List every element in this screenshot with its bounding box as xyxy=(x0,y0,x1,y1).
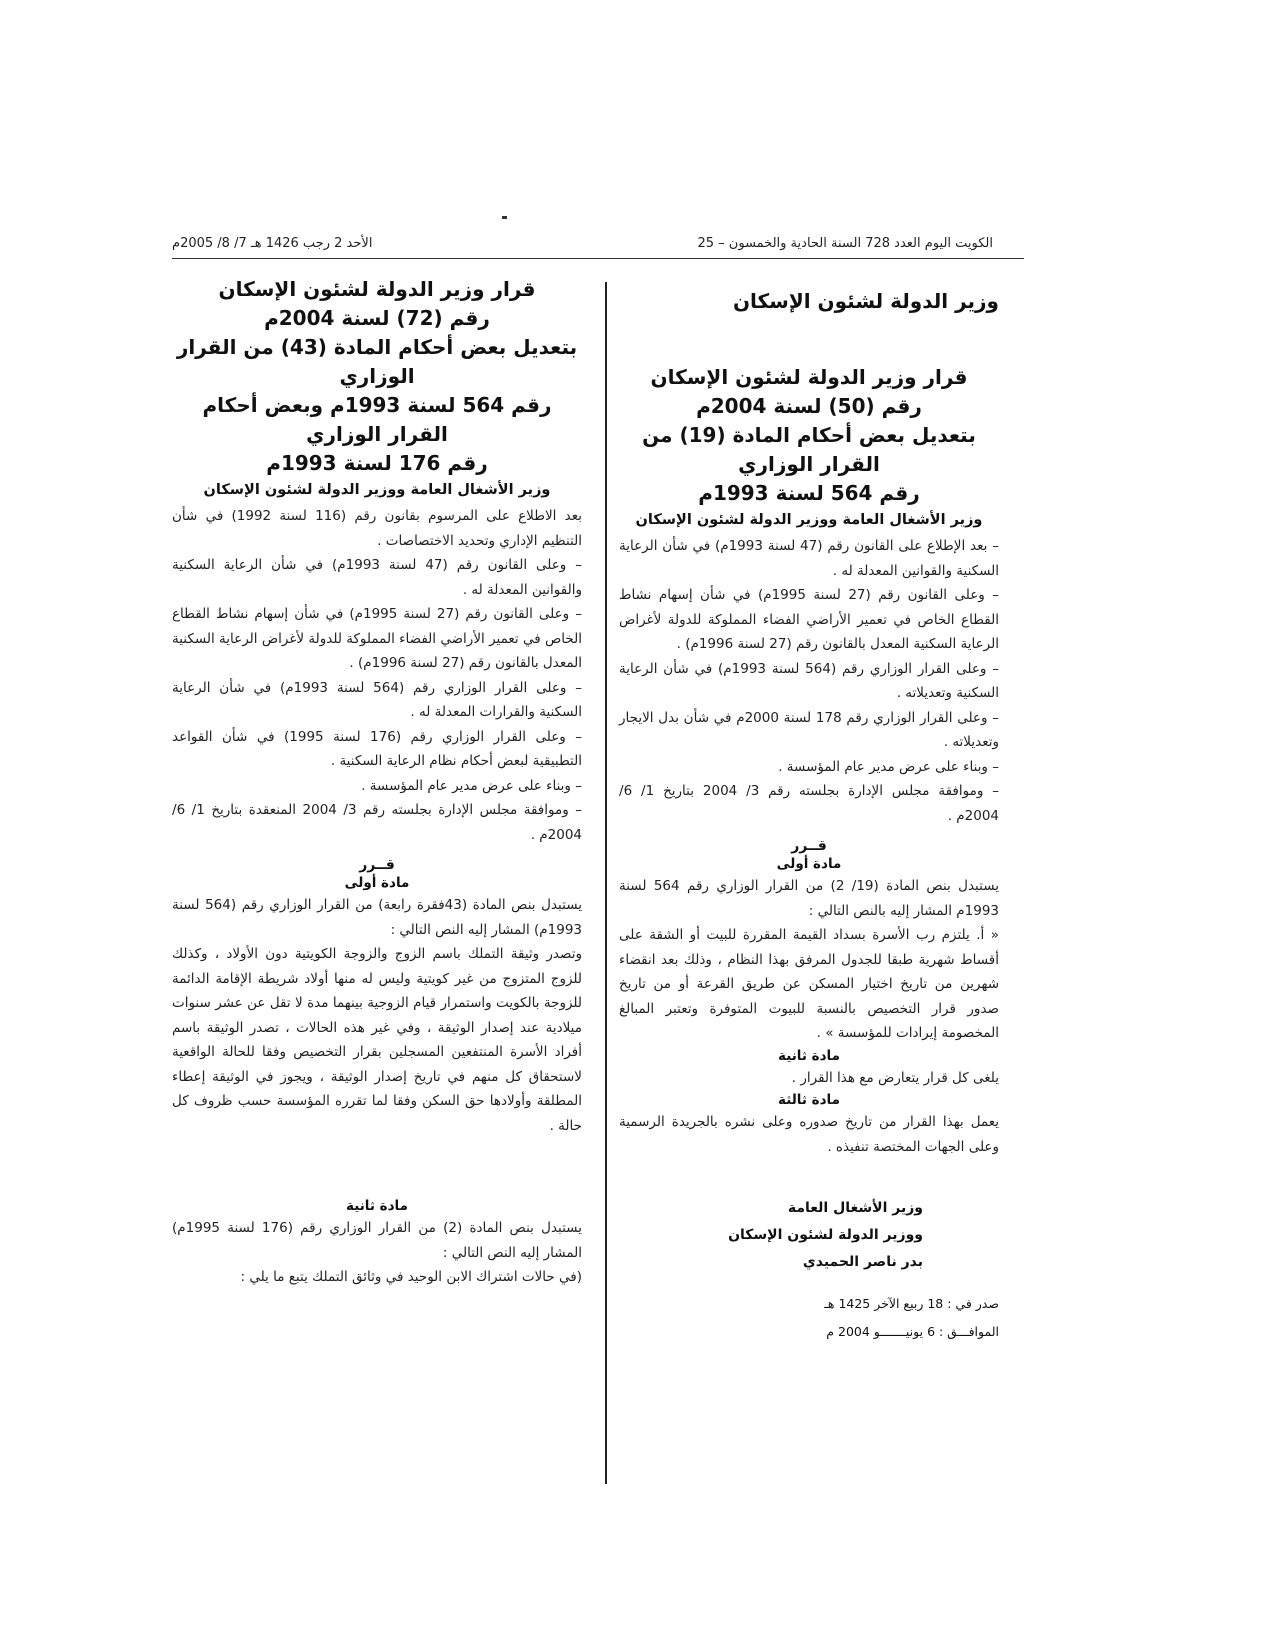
decided-heading: قــرر xyxy=(791,838,827,854)
preamble-clause: – وبناء على عرض مدير عام المؤسسة . xyxy=(361,777,582,794)
decree-issuer: وزير الأشغال العامة ووزير الدولة لشئون الإسكان xyxy=(203,482,551,498)
issue-date-line: الموافـــق : 6 يونيـــــــو 2004 م xyxy=(826,1324,999,1339)
preamble-clause: – بعد الإطلاع على القانون رقم (47 لسنة 1993م) في شأن الرعاية السكنية والقوانين المعدلة له . xyxy=(619,538,999,579)
signature-line: بدر ناصر الحميدي xyxy=(802,1254,923,1270)
article-text: يلغى كل قرار يتعارض مع هذا القرار . xyxy=(791,1069,999,1086)
preamble-clause: – وموافقة مجلس الإدارة بجلسته رقم 3/ 2004 بتاريخ 1/ 6/ 2004م . xyxy=(619,783,999,824)
decree-title-line: قرار وزير الدولة لشئون الإسكان xyxy=(650,365,968,389)
preamble-clause: – وعلى القرار الوزاري رقم 178 لسنة 2000م في شأن بدل الايجار وتعديلاته . xyxy=(619,709,999,750)
section-banner: وزير الدولة لشئون الإسكان xyxy=(732,289,999,313)
scan-speck xyxy=(502,216,507,219)
preamble-clause: – وعلى القانون رقم (27 لسنة 1995م) في شأن إسهام نشاط القطاع الخاص في تعمير الأراضي الفضاء المملوكة للدولة لأغراض الرعاية السكنية المعدل بالقانون رقم (27 لسنة 1996م) . xyxy=(619,587,999,652)
article-heading: مادة أولى xyxy=(776,856,842,872)
article-text: يستبدل بنص المادة (19/ 2) من القرار الوزاري رقم 564 لسنة 1993م المشار إليه بالنص التالي : xyxy=(619,878,999,919)
signature-line: وزير الأشغال العامة xyxy=(787,1200,923,1216)
decided-heading: قــرر xyxy=(359,857,395,873)
issue-date-line: صدر في : 18 ربيع الآخر 1425 هـ xyxy=(824,1296,999,1311)
decree-title-line: رقم (72) لسنة 2004م xyxy=(264,306,490,330)
header-date: الأحد 2 رجب 1426 هـ 7/ 8/ 2005م xyxy=(172,236,373,251)
issue-date-block xyxy=(619,1290,999,1346)
preamble-clause: – وعلى القانون رقم (27 لسنة 1995م) في شأن إسهام نشاط القطاع الخاص في تعمير الأراضي الفضاء المملوكة للدولة لأغراض الرعاية السكنية المعدل بالقانون رقم (27 لسنة 1996م) . xyxy=(172,606,582,671)
article-text: يستبدل بنص المادة (2) من القرار الوزاري رقم (176 لسنة 1995م) المشار إليه النص التالي : xyxy=(172,1220,582,1261)
decree-title-line: رقم 176 لسنة 1993م xyxy=(266,451,488,475)
header-issue-info: الكويت اليوم العدد 728 السنة الحادية والخمسون – 25 xyxy=(697,236,993,251)
decree-title-line: قرار وزير الدولة لشئون الإسكان xyxy=(218,277,536,301)
spacer xyxy=(172,1138,582,1196)
article-heading: مادة أولى xyxy=(344,875,410,891)
article-heading: مادة ثالثة xyxy=(778,1092,840,1108)
article-heading: مادة ثانية xyxy=(778,1047,840,1064)
decree-issuer: وزير الأشغال العامة ووزير الدولة لشئون الإسكان xyxy=(635,512,983,528)
signature-line: ووزير الدولة لشئون الإسكان xyxy=(728,1227,923,1243)
decree-title-line: بتعديل بعض أحكام المادة (43) من القرار الوزاري xyxy=(176,335,578,388)
column-divider xyxy=(605,282,607,1484)
preamble-clause: – وموافقة مجلس الإدارة بجلسته رقم 3/ 2004 المنعقدة بتاريخ 1/ 6/ 2004م . xyxy=(172,802,582,843)
decree-title-line: رقم (50) لسنة 2004م xyxy=(696,394,922,418)
article-heading: مادة ثانية xyxy=(346,1198,408,1214)
article-body: وتصدر وثيقة التملك باسم الزوج والزوجة الكويتية دون الأولاد ، وكذلك للزوج المتزوج من غير كويتية وليس له منها أولاد شريطة الإقامة الدائمة للزوجة بالكويت واستمرار قيام الزوجية بينهما مدة لا تقل عن عشر سنوات ميلادية عند إصدار الوثيقة ، وفي غير هذه الحالات ، تصدر الوثيقة باسم أفراد الأسرة المنتفعين المسجلين بقرار التخصيص وفقا للحالة الواقعية لاستحقاق كل منهم في تاريخ إصدار الوثيقة ، ويجوز في الوثيقة إعطاء المطلقة وأولادها حق السكن وفقا لما تقرره المؤسسة حسب ظروف كل حالة . xyxy=(172,946,582,1134)
decree-title-line: بتعديل بعض أحكام المادة (19) من القرار الوزاري xyxy=(642,423,976,476)
preamble-clause: – وعلى القرار الوزاري رقم (564 لسنة 1993م) في شأن الرعاية السكنية وتعديلاته . xyxy=(619,660,999,701)
right-column xyxy=(619,275,999,1346)
article-quote: (في حالات اشتراك الابن الوحيد في وثائق التملك يتبع ما يلي : xyxy=(240,1269,582,1285)
article-quote: « أ. يلتزم رب الأسرة بسداد القيمة المقررة للبيت أو الشقة على أقساط شهرية طبقا للجدول المرفق بهذا النظام ، وذلك بعد انقضاء شهرين من تاريخ اختيار المسكن عن طريق القرعة أو من تاريخ صدور قرار التخصيص بالنسبة للبيوت المتوفرة وتعتبر المبالغ المخصومة إيرادات للمؤسسة » . xyxy=(619,927,999,1041)
article-text: يستبدل بنص المادة (43فقرة رابعة) من القرار الوزاري رقم (564 لسنة 1993م) المشار إليه النص التالي : xyxy=(172,897,582,938)
preamble-clause: – وعلى القانون رقم (47 لسنة 1993م) في شأن الرعاية السكنية والقوانين المعدلة له . xyxy=(172,557,582,598)
decree-title-line: رقم 564 لسنة 1993م وبعض أحكام القرار الوزاري xyxy=(202,393,552,446)
decree-title-line: رقم 564 لسنة 1993م xyxy=(698,481,920,505)
preamble-clause: – وعلى القرار الوزاري رقم (176 لسنة 1995) في شأن القواعد التطبيقية لبعض أحكام نظام الرعاية السكنية . xyxy=(172,728,582,769)
preamble-clause: – وعلى القرار الوزاري رقم (564 لسنة 1993م) في شأن الرعاية السكنية والقرارات المعدلة له . xyxy=(172,679,582,720)
preamble-clause: بعد الاطلاع على المرسوم بقانون رقم (116 لسنة 1992) في شأن التنظيم الإداري وتحديد الاختصاصات . xyxy=(172,508,582,549)
preamble-clause: – وبناء على عرض مدير عام المؤسسة . xyxy=(778,758,999,775)
left-column xyxy=(172,275,582,1290)
article-text: يعمل بهذا القرار من تاريخ صدوره وعلى نشره بالجريدة الرسمية وعلى الجهات المختصة تنفيذه . xyxy=(619,1114,999,1155)
signature-block xyxy=(619,1195,923,1276)
header-rule xyxy=(172,258,1024,259)
